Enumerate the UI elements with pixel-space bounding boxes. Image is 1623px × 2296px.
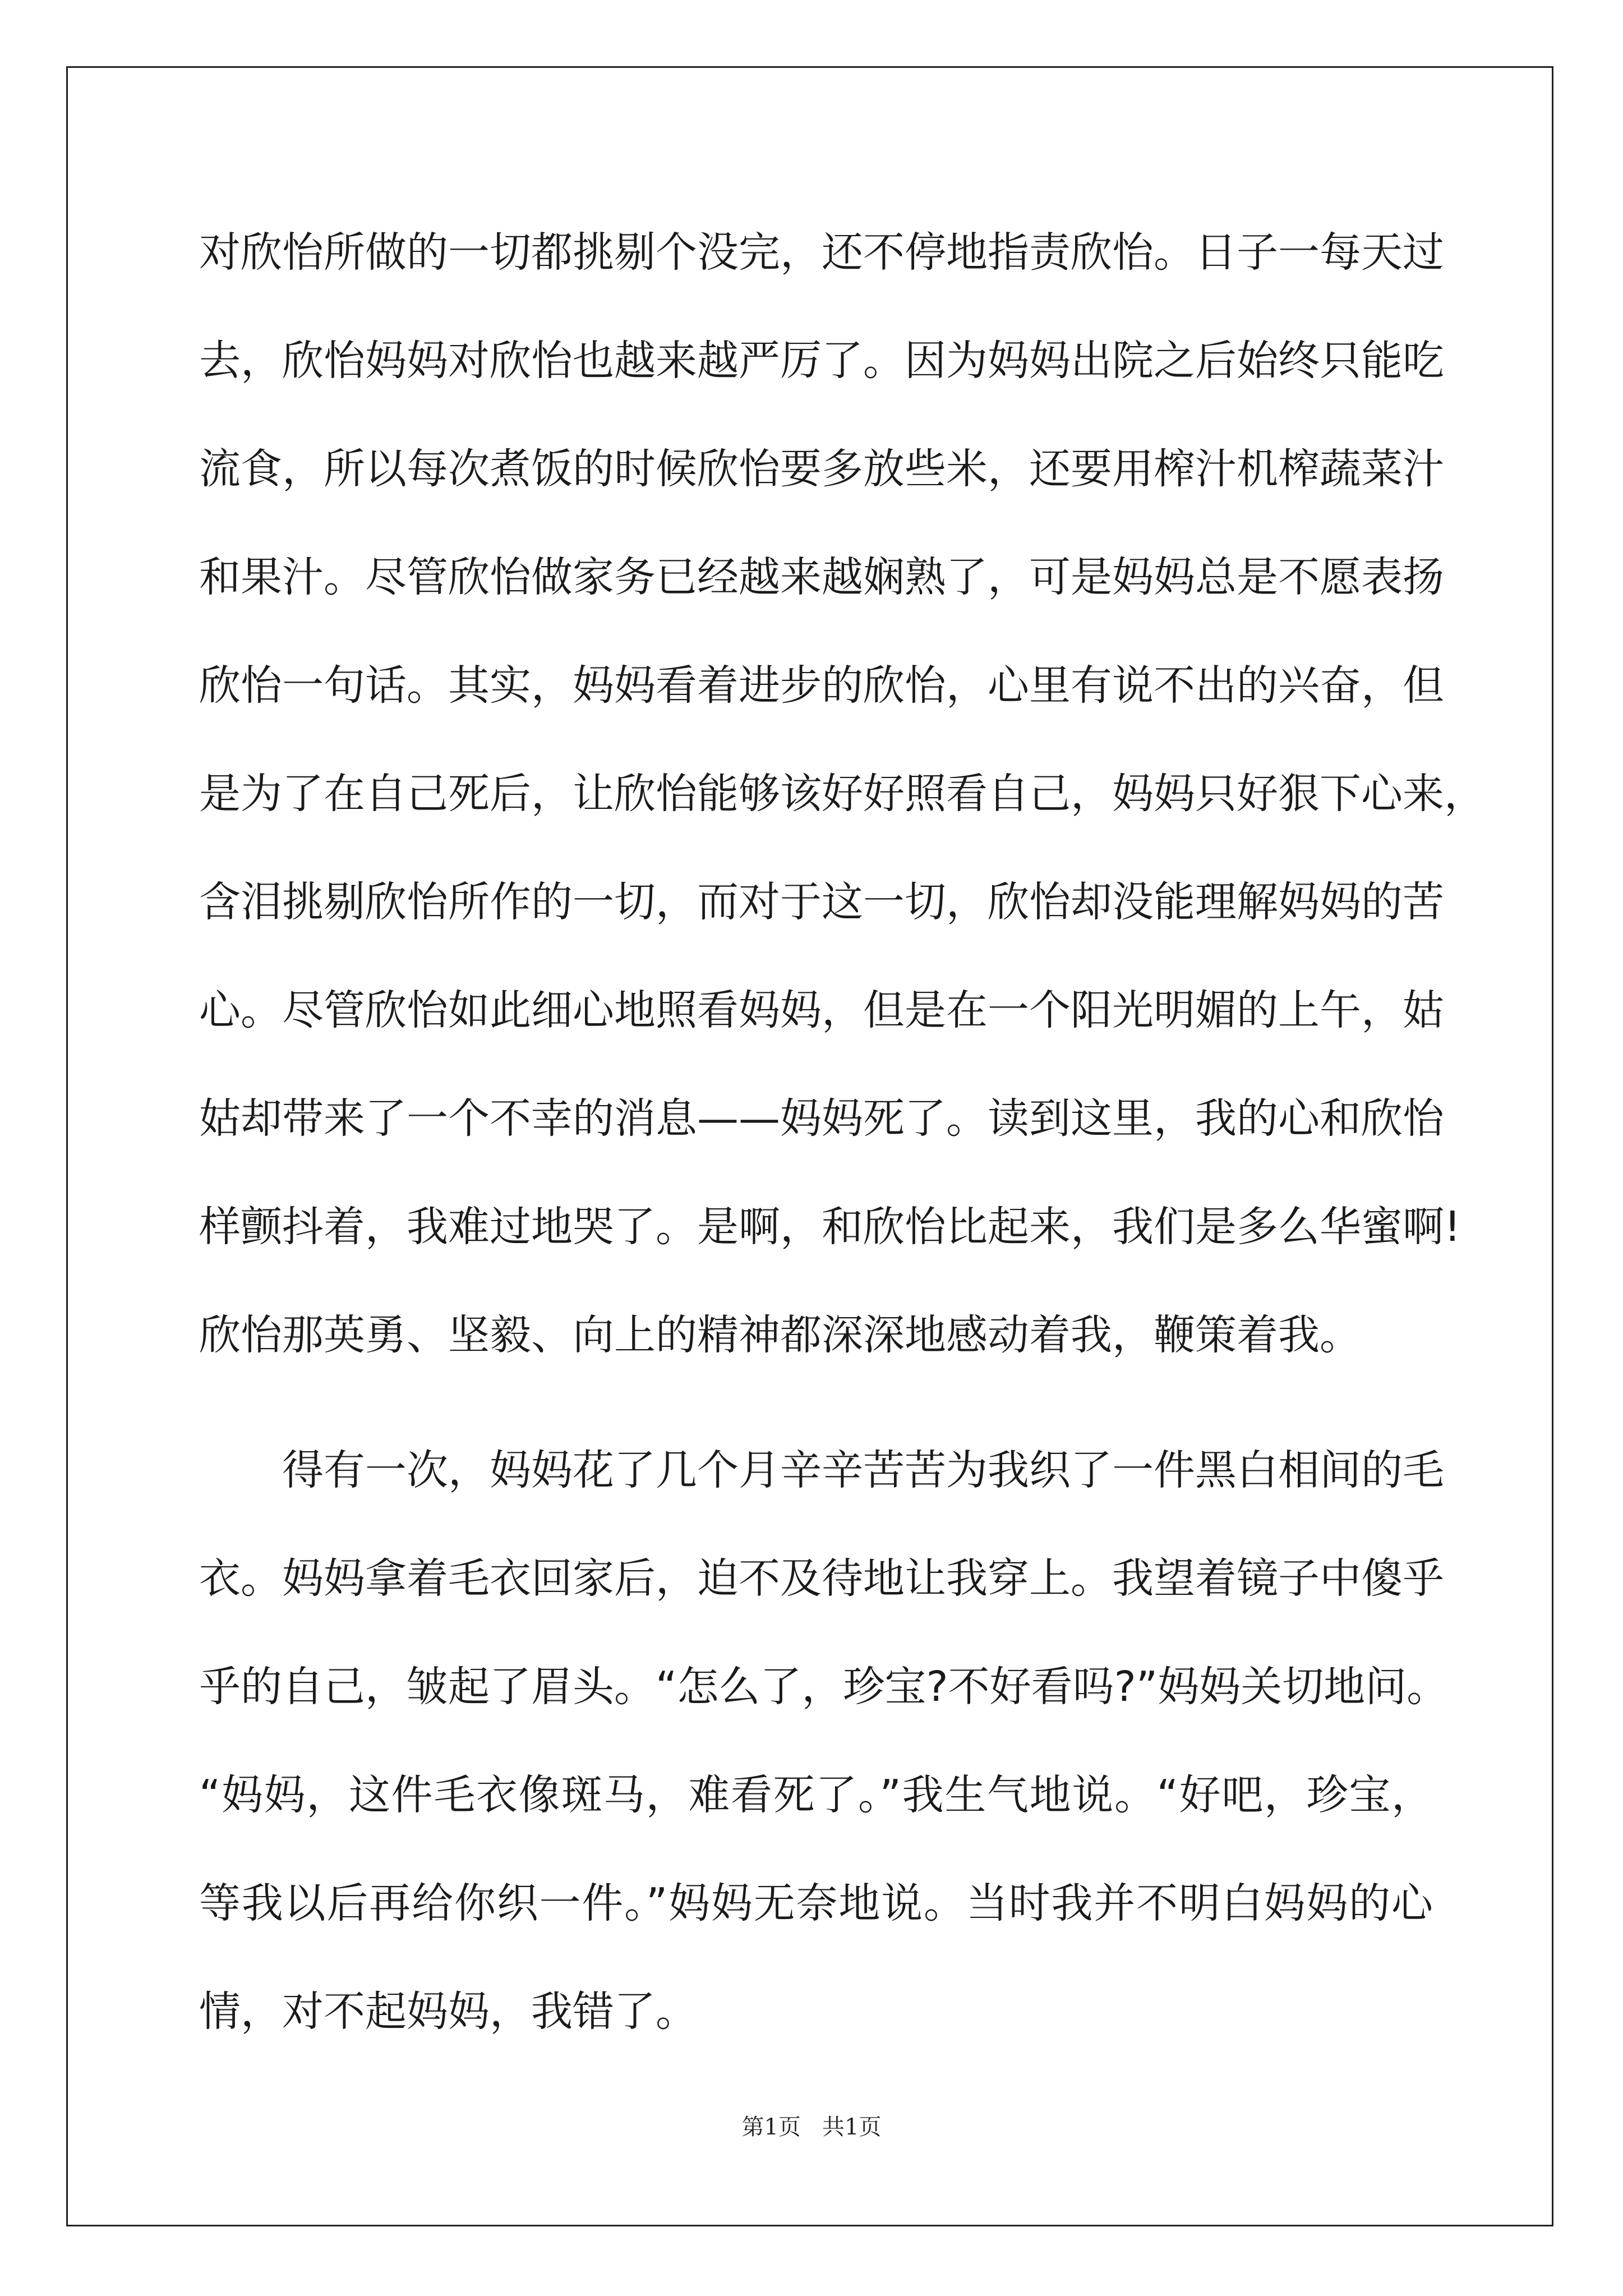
- text-line: 含泪挑剔欣怡所作的一切，而对于这一切，欣怡却没能理解妈妈的苦: [199, 878, 1444, 926]
- text-line: 去，欣怡妈妈对欣怡也越来越严厉了。因为妈妈出院之后始终只能吃: [199, 337, 1444, 385]
- text-line: 对欣怡所做的一切都挑剔个没完，还不停地指责欣怡。日子一每天过: [199, 228, 1444, 277]
- text-line: 欣怡一句话。其实，妈妈看着进步的欣怡，心里有说不出的兴奋，但: [199, 661, 1444, 710]
- text-line: 姑却带来了一个不幸的消息——妈妈死了。读到这里，我的心和欣怡: [199, 1094, 1444, 1143]
- text-line: 样颤抖着，我难过地哭了。是啊，和欣怡比起来，我们是多么华蜜啊!: [199, 1203, 1461, 1251]
- text-line: 得有一次，妈妈花了几个月辛辛苦苦为我织了一件黑白相间的毛: [282, 1446, 1444, 1494]
- text-line: 乎的自己，皱起了眉头。“怎么了，珍宝?不好看吗?”妈妈关切地问。: [199, 1663, 1449, 1711]
- paragraph-1: [199, 210, 1486, 1401]
- document-body: [199, 210, 1486, 2078]
- paragraph-2: [199, 1428, 1449, 2078]
- paragraph-gap: [199, 1401, 1433, 1428]
- text-line: 流食，所以每次煮饭的时候欣怡要多放些米，还要用榨汁机榨蔬菜汁: [199, 445, 1444, 493]
- text-line: 情，对不起妈妈，我错了。: [199, 1987, 697, 2036]
- text-line: 欣怡那英勇、坚毅、向上的精神都深深地感动着我，鞭策着我。: [199, 1311, 1361, 1359]
- text-line: 和果汁。尽管欣怡做家务已经越来越娴熟了，可是妈妈总是不愿表扬: [199, 553, 1444, 601]
- text-line: “妈妈，这件毛衣像斑马，难看死了。”我生气地说。“好吧，珍宝，: [199, 1771, 1433, 1819]
- text-line: 等我以后再给你织一件。”妈妈无奈地说。当时我并不明白妈妈的心: [199, 1879, 1433, 1927]
- text-line: 衣。妈妈拿着毛衣回家后，迫不及待地让我穿上。我望着镜子中傻乎: [199, 1554, 1444, 1603]
- page-number-footer: 第1页 共1页: [741, 2114, 882, 2140]
- text-line: 是为了在自己死后，让欣怡能够该好好照看自己，妈妈只好狠下心来，: [199, 770, 1486, 818]
- text-line: 心。尽管欣怡如此细心地照看妈妈，但是在一个阳光明媚的上午，姑: [199, 986, 1444, 1034]
